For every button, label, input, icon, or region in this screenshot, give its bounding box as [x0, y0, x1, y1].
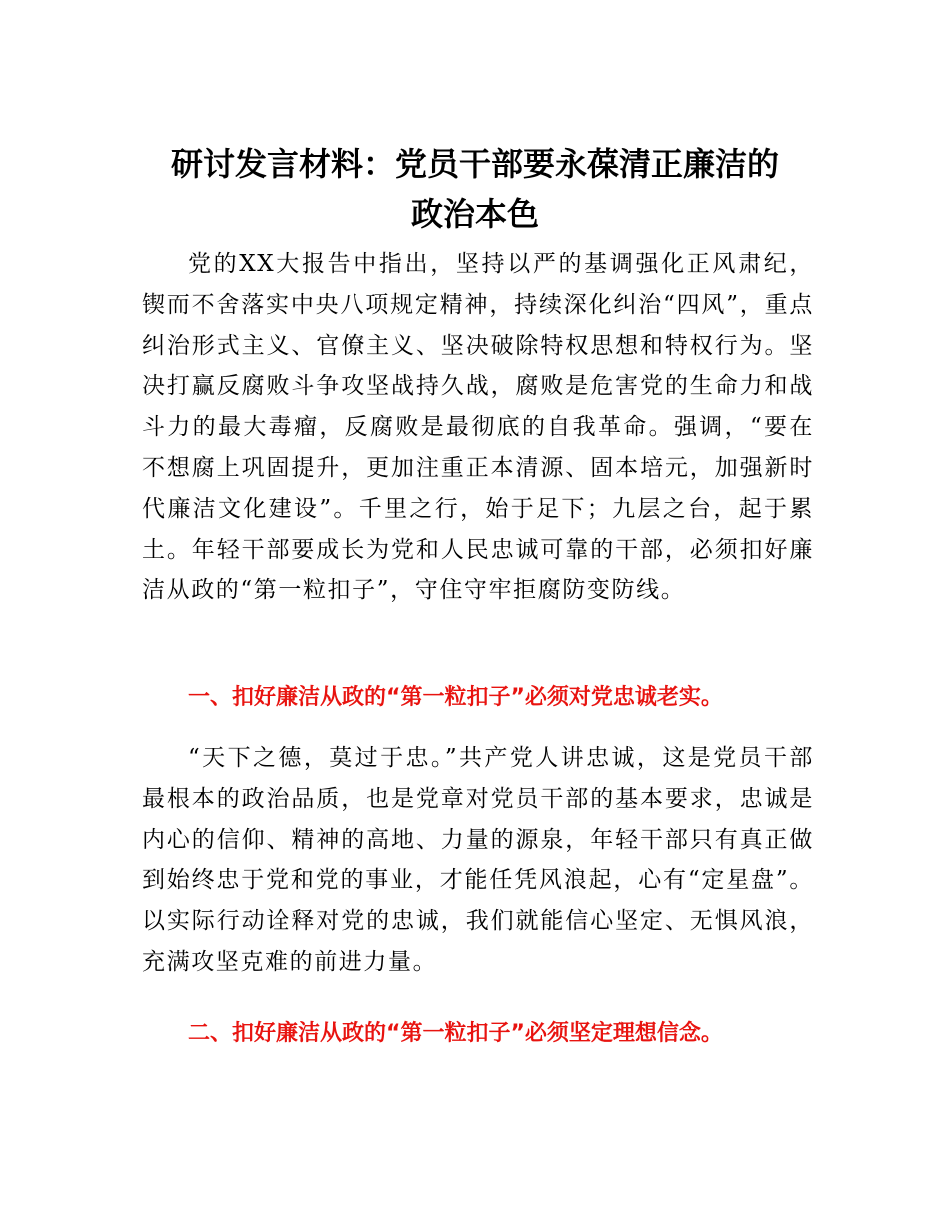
document-title-line1: 研讨发言材料：党员干部要永葆清正廉洁的 [170, 145, 779, 183]
body-paragraph-2: “天下之德，莫过于忠。”共产党人讲忠诚，这是党员干部最根本的政治品质，也是党章对党员干部的基本要求，忠诚是内心的信仰、精神的高地、力量的源泉，年轻干部只有真正做到始终忠于党和党的事业，才能任凭风浪起，心有“定星盘”。以实际行动诠释对党的忠诚，我们就能信心坚定、无惧风浪，充满攻坚克难的前进力量。 [142, 745, 814, 975]
document-title-line2: 政治本色 [410, 195, 539, 233]
section-heading-1: 一、扣好廉洁从政的“第一粒扣子”必须对党忠诚老实。 [188, 685, 723, 710]
section-heading-2: 二、扣好廉洁从政的“第一粒扣子”必须坚定理想信念。 [188, 1021, 723, 1046]
body-paragraph-1: 党的XX大报告中指出，坚持以严的基调强化正风肃纪，锲而不舍落实中央八项规定精神，持续深化纠治“四风”，重点纠治形式主义、官僚主义、坚决破除特权思想和特权行为。坚决打赢反腐败斗争攻坚战持久战，腐败是危害党的生命力和战斗力的最大毒瘤，反腐败是最彻底的自我革命。强调，“要在不想腐上巩固提升，更加注重正本清源、固本培元，加强新时代廉洁文化建设”。千里之行，始于足下；九层之台，起于累土。年轻干部要成长为党和人民忠诚可靠的干部，必须扣好廉洁从政的“第一粒扣子”，守住守牢拒腐防变防线。 [142, 251, 814, 604]
